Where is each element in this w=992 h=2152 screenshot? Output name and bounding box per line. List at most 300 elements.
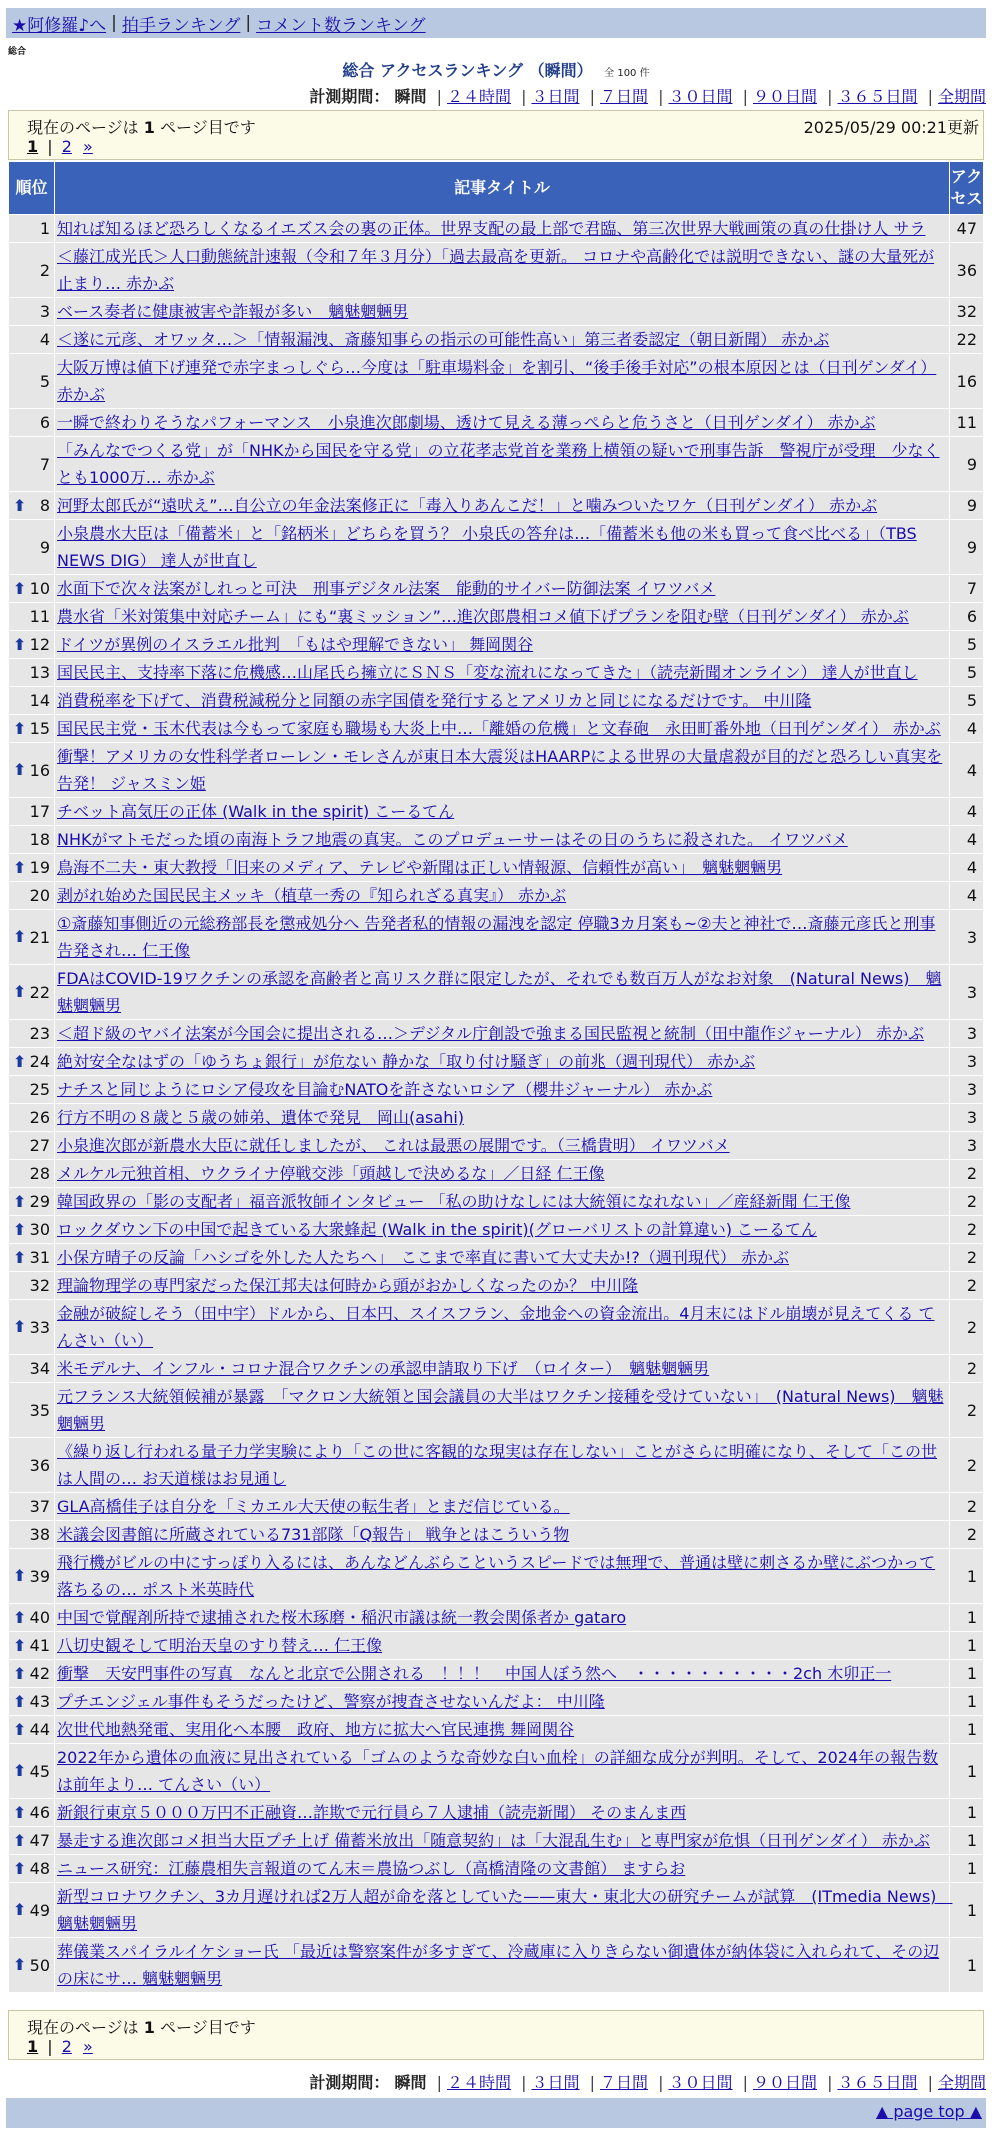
rank-number: 49 bbox=[29, 1900, 50, 1920]
article-link[interactable]: 金融が破綻しそう（田中宇）ドルから、日本円、スイスフラン、金地金への資金流出。4月末にはドル崩壊が見えてくる てんさい（い） bbox=[57, 1304, 935, 1350]
title-cell bbox=[55, 1244, 950, 1272]
rank-number: 15 bbox=[29, 719, 50, 738]
title-cell bbox=[55, 575, 950, 603]
period-separator: | bbox=[658, 2073, 664, 2092]
access-count: 5 bbox=[950, 687, 984, 715]
title-cell bbox=[55, 1688, 950, 1716]
period-separator: | bbox=[436, 2073, 442, 2092]
access-count: 1 bbox=[950, 1716, 984, 1744]
rank-cell bbox=[9, 326, 55, 354]
table-row bbox=[9, 798, 984, 826]
title-cell bbox=[55, 1132, 950, 1160]
pager bbox=[27, 137, 93, 156]
rank-cell bbox=[9, 687, 55, 715]
up-arrow-icon: ⬆ bbox=[13, 760, 27, 779]
access-count: 2 bbox=[950, 1188, 984, 1216]
page-status-suffix: ページ目です bbox=[160, 118, 256, 137]
table-row bbox=[9, 298, 984, 326]
period-separator: | bbox=[589, 87, 595, 106]
period-separator: | bbox=[658, 87, 664, 106]
title-cell bbox=[55, 631, 950, 659]
table-row bbox=[9, 1799, 984, 1827]
pager-next-arrow[interactable]: » bbox=[83, 137, 93, 156]
article-link[interactable]: チベット高気圧の正体 (Walk in the spirit) こーるてん bbox=[57, 802, 455, 821]
page-status-prefix: 現在のページは bbox=[27, 2018, 139, 2037]
title-cell bbox=[55, 659, 950, 687]
rank-cell bbox=[9, 409, 55, 437]
rank-number: 45 bbox=[29, 1761, 50, 1781]
rank-cell bbox=[9, 1938, 55, 1993]
access-count: 36 bbox=[950, 243, 984, 298]
page-top-link[interactable]: ▲ page top ▲ bbox=[875, 2102, 982, 2121]
article-link[interactable]: 国民民主党・玉木代表は今もって家庭も職場も大炎上中…「離婚の危機」と文春砲 永田町番外地（日刊ゲンダイ） 赤かぶ bbox=[57, 719, 941, 738]
title-cell bbox=[55, 1048, 950, 1076]
table-row bbox=[9, 1716, 984, 1744]
rank-number: 30 bbox=[29, 1220, 50, 1239]
article-link[interactable]: 新型コロナワクチン、3カ月遅ければ2万人超が命を落としていた——東大・東北大の研究チームが試算 (ITmedia News) 魑魅魍魎男 bbox=[57, 1887, 953, 1933]
up-arrow-icon: ⬆ bbox=[13, 857, 27, 877]
rank-cell bbox=[9, 743, 55, 798]
period-separator: | bbox=[927, 2073, 933, 2092]
access-count: 3 bbox=[950, 1020, 984, 1048]
access-count: 5 bbox=[950, 659, 984, 687]
home-link[interactable]: ★阿修羅♪へ bbox=[12, 15, 107, 36]
access-count: 2 bbox=[950, 1521, 984, 1549]
article-link[interactable]: FDAはCOVID-19ワクチンの承認を高齢者と高リスク群に限定したが、それでも数百万人がなお対象 (Natural News) 魑魅魍魎男 bbox=[57, 969, 942, 1015]
article-link[interactable]: 衝撃！アメリカの女性科学者ローレン・モレさんが東日本大震災はHAARPによる世界の大量虐殺が目的だと恐ろしい真実を告発！ ジャスミン姫 bbox=[57, 747, 943, 793]
access-count: 2 bbox=[950, 1244, 984, 1272]
period-separator: | bbox=[927, 87, 933, 106]
access-count: 4 bbox=[950, 826, 984, 854]
rank-number: 39 bbox=[29, 1566, 50, 1586]
header-title: 記事タイトル bbox=[55, 162, 950, 215]
title-cell bbox=[55, 1300, 950, 1355]
article-link[interactable]: 米議会図書館に所蔵されている731部隊「Q報告」 戦争とはこういう物 bbox=[57, 1525, 570, 1544]
rank-number: 11 bbox=[29, 607, 50, 626]
rank-cell bbox=[9, 1632, 55, 1660]
rank-number: 41 bbox=[29, 1636, 50, 1655]
pager-separator: | bbox=[47, 2037, 53, 2056]
period-separator: | bbox=[827, 87, 833, 106]
rank-number: 43 bbox=[29, 1692, 50, 1711]
rank-number: 28 bbox=[29, 1164, 50, 1183]
article-link[interactable]: 水面下で次々法案がしれっと可決 刑事デジタル法案 能動的サイバー防御法案 イワツバメ bbox=[57, 579, 716, 598]
title-cell bbox=[55, 965, 950, 1020]
up-arrow-icon: ⬆ bbox=[13, 1663, 27, 1683]
page-status-box-top bbox=[8, 110, 984, 160]
article-link[interactable]: 小泉農水大臣は「備蓄米」と「銘柄米」どちらを買う？ 小泉氏の答弁は…「備蓄米も他の米も買って食べ比べる」（TBS NEWS DIG） 達人が世直し bbox=[57, 524, 917, 570]
article-link[interactable]: ＜超ド級のヤバイ法案が今国会に提出される…＞デジタル庁創設で強まる国民監視と統制（田中龍作ジャーナル） 赤かぶ bbox=[57, 1024, 925, 1043]
article-link[interactable]: ＜藤江成光氏＞人口動態統計速報（令和７年３月分）「過去最高を更新。 コロナや高齢化では説明できない、謎の大量死が止まり… 赤かぶ bbox=[57, 247, 935, 293]
table-row bbox=[9, 575, 984, 603]
rank-number: 47 bbox=[29, 1831, 50, 1850]
period-option-all[interactable]: 全期間 bbox=[937, 2073, 986, 2092]
title-cell bbox=[55, 882, 950, 910]
period-selector-top bbox=[309, 84, 986, 107]
access-count: 3 bbox=[950, 965, 984, 1020]
rank-cell bbox=[9, 798, 55, 826]
table-row bbox=[9, 326, 984, 354]
ranking-table-body bbox=[9, 215, 984, 1993]
title-cell bbox=[55, 1549, 950, 1604]
rank-cell bbox=[9, 437, 55, 492]
rank-number: 10 bbox=[29, 579, 50, 598]
rank-number: 9 bbox=[39, 537, 50, 557]
table-row bbox=[9, 1355, 984, 1383]
title-cell bbox=[55, 492, 950, 520]
title-cell bbox=[55, 1216, 950, 1244]
up-arrow-icon: ⬆ bbox=[13, 927, 27, 946]
article-link[interactable]: ＜遂に元彦、オワッタ…＞「情報漏洩、斎藤知事らの指示の可能性高い」第三者委認定（朝日新聞） 赤かぶ bbox=[57, 330, 830, 349]
rank-number: 24 bbox=[29, 1052, 50, 1071]
article-link[interactable]: 絶対安全なはずの「ゆうちょ銀行」が危ない 静かな「取り付け騒ぎ」の前兆（週刊現代） 赤かぶ bbox=[57, 1052, 756, 1071]
period-separator: | bbox=[827, 2073, 833, 2092]
period-option-30d[interactable]: ３０日間 bbox=[668, 2073, 733, 2092]
period-option-90d[interactable]: ９０日間 bbox=[752, 87, 817, 106]
article-link[interactable]: 葬儀業スパイラルイケショー氏 「最近は警察案件が多すぎて、冷蔵庫に入りきらない御遺体が納体袋に入れられて、その辺の床にサ… 魑魅魍魎男 bbox=[57, 1942, 940, 1988]
access-count: 9 bbox=[950, 492, 984, 520]
title-cell bbox=[55, 1632, 950, 1660]
article-link[interactable]: 理論物理学の専門家だった保江邦夫は何時から頭がおかしくなったのか？ 中川隆 bbox=[57, 1276, 639, 1295]
access-count: 2 bbox=[950, 1300, 984, 1355]
period-separator: | bbox=[742, 87, 748, 106]
article-link[interactable]: NHKがマトモだった頃の南海トラフ地震の真実。このプロデューサーはその日のうちに殺された。 イワツバメ bbox=[57, 830, 848, 849]
access-count: 2 bbox=[950, 1383, 984, 1438]
rank-cell bbox=[9, 1160, 55, 1188]
access-count: 3 bbox=[950, 1132, 984, 1160]
access-count: 3 bbox=[950, 1048, 984, 1076]
access-count: 1 bbox=[950, 1604, 984, 1632]
table-row bbox=[9, 1132, 984, 1160]
rank-number: 36 bbox=[29, 1455, 50, 1475]
article-link[interactable]: ニュース研究：江藤農相失言報道のてん末＝農協つぶし（高橋清隆の文書館） ますらお bbox=[57, 1859, 686, 1878]
table-row bbox=[9, 659, 984, 687]
rank-cell bbox=[9, 1883, 55, 1938]
up-arrow-icon: ⬆ bbox=[13, 1635, 27, 1655]
article-link[interactable]: 次世代地熱発電、実用化へ本腰 政府、地方に拡大へ官民連携 舞岡関谷 bbox=[57, 1720, 575, 1739]
title-cell bbox=[55, 520, 950, 575]
clap-ranking-link[interactable]: 拍手ランキング bbox=[121, 15, 241, 36]
rank-number: 21 bbox=[29, 927, 50, 947]
article-link[interactable]: 農水省「米対策集中対応チーム」にも“裏ミッション”…進次郎農相コメ値下げプランを阻む壁（日刊ゲンダイ） 赤かぶ bbox=[57, 607, 909, 626]
access-count: 4 bbox=[950, 882, 984, 910]
page-title bbox=[0, 58, 992, 81]
rank-cell bbox=[9, 1855, 55, 1883]
table-row bbox=[9, 1604, 984, 1632]
table-row bbox=[9, 1744, 984, 1799]
access-count: 2 bbox=[950, 1438, 984, 1493]
article-link[interactable]: ①斎藤知事側近の元総務部長を懲戒処分へ 告発者私的情報の漏洩を認定 停職3カ月案も~②夫と神社で…斎藤元彦氏と刑事告発され… 仁王像 bbox=[57, 914, 936, 960]
article-link[interactable]: 知れば知るほど恐ろしくなるイエズス会の裏の正体。世界支配の最上部で君臨、第三次世界大戦画策の真の仕掛け人 サラ bbox=[57, 219, 926, 238]
article-link[interactable]: 小保方晴子の反論「ハシゴを外した人たちへ」 ここまで率直に書いて大丈夫か!?（週刊現代） 赤かぶ bbox=[57, 1248, 789, 1267]
title-cell bbox=[55, 1827, 950, 1855]
page-status-suffix: ページ目です bbox=[160, 2018, 256, 2037]
article-link[interactable]: 大阪万博は値下げ連発で赤字まっしぐら…今度は「駐車場料金」を割引、“後手後手対応”の根本原因とは（日刊ゲンダイ） 赤かぶ bbox=[57, 358, 937, 404]
period-option-365d[interactable]: ３６５日間 bbox=[837, 87, 918, 106]
table-row bbox=[9, 882, 984, 910]
table-row bbox=[9, 965, 984, 1020]
title-cell bbox=[55, 1493, 950, 1521]
article-link[interactable]: 国民民主、支持率下落に危機感…山尾氏ら擁立にＳＮＳ「変な流れになってきた」（読売新聞オンライン） 達人が世直し bbox=[57, 663, 918, 682]
table-row bbox=[9, 1883, 984, 1938]
up-arrow-icon: ⬆ bbox=[13, 1719, 27, 1739]
table-row bbox=[9, 1188, 984, 1216]
rank-cell bbox=[9, 1549, 55, 1604]
article-link[interactable]: 米モデルナ、インフル・コロナ混合ワクチンの承認申請取り下げ （ロイター） 魑魅魍魎男 bbox=[57, 1359, 710, 1378]
period-option-90d[interactable]: ９０日間 bbox=[752, 2073, 817, 2092]
table-row bbox=[9, 1300, 984, 1355]
title-cell bbox=[55, 854, 950, 882]
period-option-3d[interactable]: ３日間 bbox=[531, 2073, 580, 2092]
rank-number: 6 bbox=[39, 413, 50, 432]
article-link[interactable]: 行方不明の８歳と５歳の姉弟、遺体で発見 岡山(asahi) bbox=[57, 1108, 465, 1127]
period-label: 計測期間： bbox=[309, 87, 390, 106]
access-count: 4 bbox=[950, 715, 984, 743]
period-option-7d[interactable]: ７日間 bbox=[599, 2073, 648, 2092]
up-arrow-icon: ⬆ bbox=[13, 1761, 27, 1780]
rank-cell bbox=[9, 1076, 55, 1104]
access-count: 9 bbox=[950, 437, 984, 492]
article-link[interactable]: 鳥海不二夫・東大教授「旧来のメディア、テレビや新聞は正しい情報源、信頼性が高い」 魑魅魍魎男 bbox=[57, 858, 783, 877]
rank-number: 34 bbox=[29, 1359, 50, 1378]
page-status bbox=[27, 115, 256, 138]
access-count: 3 bbox=[950, 910, 984, 965]
period-option-365d[interactable]: ３６５日間 bbox=[837, 2073, 918, 2092]
table-row bbox=[9, 1855, 984, 1883]
rank-number: 46 bbox=[29, 1803, 50, 1822]
access-count: 2 bbox=[950, 1272, 984, 1300]
table-row bbox=[9, 854, 984, 882]
rank-cell bbox=[9, 1827, 55, 1855]
rank-cell bbox=[9, 298, 55, 326]
pager-page-2[interactable]: 2 bbox=[61, 2037, 72, 2056]
access-count: 1 bbox=[950, 1549, 984, 1604]
article-link[interactable]: 2022年から遺体の血液に見出されている「ゴムのような奇妙な白い血栓」の詳細な成分が判明。そして、2024年の報告数は前年より… てんさい（い） bbox=[57, 1748, 939, 1794]
title-cell bbox=[55, 1604, 950, 1632]
access-count: 2 bbox=[950, 1160, 984, 1188]
title-cell bbox=[55, 910, 950, 965]
access-count: 22 bbox=[950, 326, 984, 354]
access-count: 16 bbox=[950, 354, 984, 409]
rank-number: 42 bbox=[29, 1664, 50, 1683]
rank-number: 19 bbox=[29, 858, 50, 877]
rank-cell bbox=[9, 1300, 55, 1355]
article-link[interactable]: 元フランス大統領候補が暴露 「マクロン大統領と国会議員の大半はワクチン接種を受けていない」 (Natural News) 魑魅魍魎男 bbox=[57, 1387, 944, 1433]
rank-number: 29 bbox=[29, 1192, 50, 1211]
period-label: 計測期間： bbox=[309, 2073, 390, 2092]
rank-number: 44 bbox=[29, 1720, 50, 1739]
title-cell bbox=[55, 1799, 950, 1827]
top-nav-bar bbox=[6, 8, 986, 38]
up-arrow-icon: ⬆ bbox=[13, 578, 27, 598]
table-row bbox=[9, 437, 984, 492]
article-link[interactable]: 衝撃 天安門事件の写真 なんと北京で公開される ！！！ 中国人ぼう然へ ・・・・・・・・・・2ch 木卯正一 bbox=[57, 1664, 892, 1683]
article-link[interactable]: GLA高橋佳子は自分を「ミカエル大天使の転生者」とまだ信じている。 bbox=[57, 1497, 570, 1516]
access-count: 11 bbox=[950, 409, 984, 437]
rank-cell bbox=[9, 715, 55, 743]
title-cell bbox=[55, 1938, 950, 1993]
period-separator: | bbox=[742, 2073, 748, 2092]
rank-number: 14 bbox=[29, 691, 50, 710]
pager-separator: | bbox=[47, 137, 53, 156]
rank-cell bbox=[9, 1216, 55, 1244]
access-count: 3 bbox=[950, 1076, 984, 1104]
article-link[interactable]: 小泉進次郎が新農水大臣に就任しましたが、 これは最悪の展開です。（三橋貴明） イワツバメ bbox=[57, 1136, 730, 1155]
rank-cell bbox=[9, 1604, 55, 1632]
up-arrow-icon: ⬆ bbox=[13, 1802, 27, 1822]
title-cell bbox=[55, 409, 950, 437]
ranking-title: 総合 アクセスランキング （瞬間） bbox=[342, 61, 593, 80]
up-arrow-icon: ⬆ bbox=[13, 495, 27, 515]
title-cell bbox=[55, 715, 950, 743]
ranking-table bbox=[8, 161, 984, 1993]
access-count: 47 bbox=[950, 215, 984, 243]
rank-number: 38 bbox=[29, 1525, 50, 1544]
table-row bbox=[9, 1272, 984, 1300]
period-current: 瞬間 bbox=[394, 87, 427, 106]
title-cell bbox=[55, 437, 950, 492]
table-row bbox=[9, 354, 984, 409]
table-row bbox=[9, 1244, 984, 1272]
period-option-3d[interactable]: ３日間 bbox=[531, 87, 580, 106]
table-row bbox=[9, 826, 984, 854]
article-link[interactable]: 一瞬で終わりそうなパフォーマンス 小泉進次郎劇場、透けて見える薄っぺらと危うさと（日刊ゲンダイ） 赤かぶ bbox=[57, 413, 876, 432]
period-selector-bottom bbox=[309, 2070, 986, 2093]
title-cell bbox=[55, 1716, 950, 1744]
title-cell bbox=[55, 326, 950, 354]
up-arrow-icon: ⬆ bbox=[13, 982, 27, 1001]
table-row bbox=[9, 1020, 984, 1048]
access-count: 1 bbox=[950, 1660, 984, 1688]
rank-cell bbox=[9, 1744, 55, 1799]
comment-ranking-link[interactable]: コメント数ランキング bbox=[256, 15, 426, 36]
table-row bbox=[9, 1438, 984, 1493]
rank-cell bbox=[9, 354, 55, 409]
article-link[interactable]: ナチスと同じようにロシア侵攻を目論むNATOを許さないロシア（櫻井ジャーナル） 赤かぶ bbox=[57, 1080, 713, 1099]
rank-cell bbox=[9, 1272, 55, 1300]
title-cell bbox=[55, 1188, 950, 1216]
table-row bbox=[9, 1493, 984, 1521]
page-status bbox=[27, 2015, 256, 2038]
rank-cell bbox=[9, 1020, 55, 1048]
article-link[interactable]: メルケル元独首相、ウクライナ停戦交渉「頭越しで決めるな」／日経 仁王像 bbox=[57, 1164, 605, 1183]
rank-number: 4 bbox=[39, 330, 50, 349]
article-link[interactable]: ロックダウン下の中国で起きている大衆蜂起 (Walk in the spirit)(グローバリストの計算違い) こーるてん bbox=[57, 1220, 817, 1239]
period-option-24h[interactable]: ２４時間 bbox=[446, 2073, 511, 2092]
article-link[interactable]: 新銀行東京５０００万円不正融資…詐欺で元行員ら７人逮捕（読売新聞） そのまんま西 bbox=[57, 1803, 687, 1822]
rank-cell bbox=[9, 520, 55, 575]
rank-number: 48 bbox=[29, 1859, 50, 1878]
table-row bbox=[9, 687, 984, 715]
pager-current-page: 1 bbox=[27, 2037, 39, 2056]
period-current: 瞬間 bbox=[394, 2073, 427, 2092]
rank-cell bbox=[9, 1355, 55, 1383]
rank-number: 13 bbox=[29, 663, 50, 682]
access-count: 1 bbox=[950, 1938, 984, 1993]
table-row bbox=[9, 1660, 984, 1688]
nav-separator: | bbox=[245, 13, 252, 33]
pager-page-2[interactable]: 2 bbox=[61, 137, 72, 156]
rank-number: 35 bbox=[29, 1400, 50, 1420]
period-separator: | bbox=[521, 2073, 527, 2092]
table-row bbox=[9, 243, 984, 298]
period-separator: | bbox=[589, 2073, 595, 2092]
rank-cell bbox=[9, 1244, 55, 1272]
header-rank: 順位 bbox=[9, 162, 55, 215]
rank-cell bbox=[9, 826, 55, 854]
table-row bbox=[9, 215, 984, 243]
title-cell bbox=[55, 1076, 950, 1104]
rank-number: 33 bbox=[29, 1317, 50, 1337]
title-cell bbox=[55, 1521, 950, 1549]
table-row bbox=[9, 409, 984, 437]
access-count: 1 bbox=[950, 1799, 984, 1827]
rank-number: 8 bbox=[39, 496, 50, 515]
rank-number: 31 bbox=[29, 1248, 50, 1267]
rank-number: 50 bbox=[29, 1955, 50, 1975]
period-option-30d[interactable]: ３０日間 bbox=[668, 87, 733, 106]
article-link[interactable]: プチエンジェル事件もそうだったけど、警察が捜査させないんだよ： 中川隆 bbox=[57, 1692, 605, 1711]
article-link[interactable]: 《繰り返し行われる量子力学実験により「この世に客観的な現実は存在しない」ことがさらに明確になり、そして「この世は人間の… お天道様はお見通し bbox=[57, 1442, 938, 1488]
access-count: 6 bbox=[950, 603, 984, 631]
article-link[interactable]: 消費税率を下げて、消費税減税分と同額の赤字国債を発行するとアメリカと同じになるだけです。 中川隆 bbox=[57, 691, 812, 710]
access-count: 1 bbox=[950, 1855, 984, 1883]
rank-number: 18 bbox=[29, 830, 50, 849]
title-cell bbox=[55, 1355, 950, 1383]
article-link[interactable]: 「みんなでつくる党」が「NHKから国民を守る党」の立花孝志党首を業務上横領の疑いで刑事告訴 警視庁が受理 少なくとも1000万… 赤かぶ bbox=[57, 441, 940, 487]
period-option-24h[interactable]: ２４時間 bbox=[446, 87, 511, 106]
article-link[interactable]: 暴走する進次郎コメ担当大臣プチ上げ 備蓄米放出「随意契約」は「大混乱生む」と専門家が危惧（日刊ゲンダイ） 赤かぶ bbox=[57, 1831, 930, 1850]
period-separator: | bbox=[521, 87, 527, 106]
title-cell bbox=[55, 687, 950, 715]
title-cell bbox=[55, 1744, 950, 1799]
title-cell bbox=[55, 826, 950, 854]
rank-number: 23 bbox=[29, 1024, 50, 1043]
access-count: 1 bbox=[950, 1883, 984, 1938]
pager-next-arrow[interactable]: » bbox=[83, 2037, 93, 2056]
rank-number: 40 bbox=[29, 1608, 50, 1627]
table-row bbox=[9, 1521, 984, 1549]
table-row bbox=[9, 1160, 984, 1188]
up-arrow-icon: ⬆ bbox=[13, 1219, 27, 1239]
period-option-all[interactable]: 全期間 bbox=[937, 87, 986, 106]
access-count: 4 bbox=[950, 798, 984, 826]
article-link[interactable]: ベース奏者に健康被害や詐報が多い 魑魅魍魎男 bbox=[57, 302, 409, 321]
article-link[interactable]: 河野太郎氏が“遠吠え”…自公立の年金法案修正に「毒入りあんこだ！」と噛みついたワケ（日刊ゲンダイ） 赤かぶ bbox=[57, 496, 878, 515]
page-status-number: 1 bbox=[143, 2018, 155, 2037]
rank-number: 17 bbox=[29, 802, 50, 821]
rank-number: 5 bbox=[39, 371, 50, 391]
article-link[interactable]: 八切史観そして明治天皇のすり替え… 仁王像 bbox=[57, 1636, 383, 1655]
table-row bbox=[9, 1383, 984, 1438]
article-link[interactable]: ドイツが異例のイスラエル批判 「もはや理解できない」 舞岡関谷 bbox=[57, 635, 534, 654]
up-arrow-icon: ⬆ bbox=[13, 718, 27, 738]
access-count: 9 bbox=[950, 520, 984, 575]
period-option-7d[interactable]: ７日間 bbox=[599, 87, 648, 106]
article-link[interactable]: 飛行機がビルの中にすっぽり入るには、あんなどんぶらこというスピードでは無理で、普通は壁に刺さるか壁にぶつかって落ちるの… ポスト米英時代 bbox=[57, 1553, 936, 1599]
page-status-prefix: 現在のページは bbox=[27, 118, 139, 137]
article-link[interactable]: 中国で覚醒剤所持で逮捕された桜木琢磨・稲沢市議は統一教会関係者か gataro bbox=[57, 1608, 627, 1627]
nav-separator: | bbox=[111, 13, 117, 33]
rank-number: 2 bbox=[39, 260, 50, 280]
article-link[interactable]: 剥がれ始めた国民民主メッキ（植草一秀の『知られざる真実』） 赤かぶ bbox=[57, 886, 567, 905]
rank-number: 32 bbox=[29, 1276, 50, 1295]
table-row bbox=[9, 1938, 984, 1993]
rank-cell bbox=[9, 854, 55, 882]
table-row bbox=[9, 1048, 984, 1076]
article-link[interactable]: 韓国政界の「影の支配者」福音派牧師インタビュー 「私の助けなしには大統領になれない」／産経新聞 仁王像 bbox=[57, 1192, 851, 1211]
up-arrow-icon: ⬆ bbox=[13, 1191, 27, 1211]
